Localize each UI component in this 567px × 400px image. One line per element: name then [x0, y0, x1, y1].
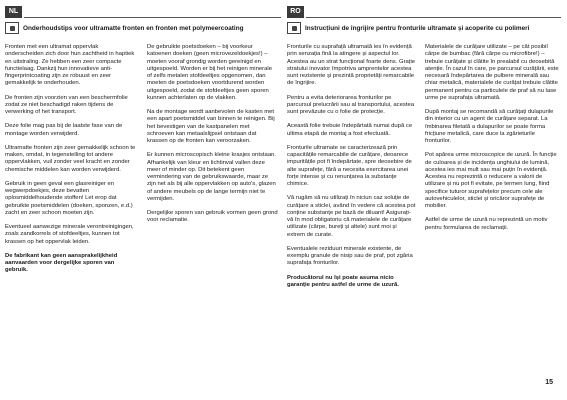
paragraph: Dergelijke sporen van gebruik vormen geen grond voor reclamatie. [147, 210, 278, 224]
section-header-ro [287, 20, 529, 36]
section-title-ro: Instrucțiuni de îngrijire pentru fronturile ultramate și acoperite cu polimeri [305, 24, 530, 32]
language-tag-nl: NL [5, 6, 22, 18]
paragraph: Fronturile ultramate se caracterizează prin capacitățile remarcabile de curățare, deoarece impuritățile pot fi îndepărtate, spre deosebire de alte suprafețe, fără a necesita exercitarea unei forțe intense și cu renunțarea la substanțe chimice. [287, 144, 412, 187]
paragraph: Gebruik in geen geval een glasreiniger en wegwerpdoekjes, deze bevatten oplosmiddelhoudende stoffen! Let erop dat gebruikte poetsmiddelen (doeken, sponzen, e.d.) zacht en zeer schoon moeten zijn. [5, 180, 133, 216]
cleaning-icon [5, 22, 19, 34]
paragraph: Eventualele reziduuri minerale existente, de exemplu granule de nisip sau de praf, pot zgâria suprafața fronturilor. [287, 245, 413, 267]
paragraph: Pentru a evita deteriorarea fronturilor pe parcursul prelucrării sau al transportului, acestea sunt prevăzute cu o folie de protecție. [287, 94, 415, 115]
paragraph: Na de montage wordt aanbevolen de kasten met een apart poetsmiddel van binnen te reinigen. Bij het bevestigen van de kastpanelen met schroeven kan metaalslijpsel ontstaan dat krassen op de fronten kan veroorzaken. [147, 109, 275, 144]
cleaning-icon [287, 22, 301, 34]
page-number: 15 [545, 379, 553, 386]
paragraph: De gebruikte poetsdoeken – bij voorkeur katoenen doeken (geen microvezeldoekjes!) – moeten vooraf grondig worden gereinigd en uitgespoeld. Worden er bij het reinigen minerale of zelfs metalen stofdeeltjes opgenomen, dan moeten de poetsdoeken voortdurend worden uitgespoeld, zodat de stofdeeltjes geen sporen kunnen achterlaten op de vlakken. [147, 44, 272, 101]
paragraph: După montaj se recomandă să curățați dulapurile din interior cu un agent de curățare separat. La îmbinarea filetată a dulapurilor se poate forma fricțiune metalică, care duce la zgârieturile fronturilor. [425, 109, 554, 144]
paragraph: Materialele de curățare utilizate – pe cât posibil cârpe de bumbac (fără cârpe cu microfibre!) – trebuie curățate și clătite în prealabil cu deosebită atenție. În cazul în care, pe parcursul curățării, este necesară îndepărtarea de pulbere minerală sau chiar metalică, materialele de curățat trebuie clătite permanent pentru ca particulele de praf să nu lase urme pe suprafața ultramată. [425, 44, 559, 101]
liability-note: Producătorul nu își poate asuma nicio garanție pentru astfel de urme de uzură. [287, 274, 399, 288]
paragraph: Ultramatte fronten zijn zeer gemakkelijk schoon te maken, omdat, in tegenstelling tot andere oppervlakken, vuil zonder veel kracht en zonder chemische middelen kan worden verwijderd. [5, 144, 136, 173]
liability-note: De fabrikant kan geen aansprakelijkheid aanvaarden voor dergelijke sporen van gebruik. [5, 252, 118, 274]
paragraph: Fronten met een ultramat oppervlak onderscheiden zich door hun zachtheid in haptiek en uitstraling. Ze hebben een zeer compacte functielaag. Dankzij hun innovatieve anti-fingerprintcoating zijn ze robuust en zeer gemakkelijk te onderhouden. [5, 44, 135, 87]
paragraph: Pot apărea urme microscopice de uzură. În funcție de culoarea și de incidența unghiului de lumină, acestea ies mai mult sau mai puțin în evidență. Acestea nu reprezintă o reducere a valorii de utilizare și nu pot fi evitate, pe termen lung, fiind specifice tuturor suprafețelor precum cele ale autovehiculelor, sticlei și oricăror suprafețe de mobilier. [425, 152, 557, 209]
header-rule-left [24, 17, 281, 18]
section-header-nl [5, 20, 244, 36]
paragraph: Vă rugăm să nu utilizați în niciun caz soluție de curățare a sticlei, având în vedere că acestea pot conține substanțe pe bază de diluant! Asigurați-vă în mod obligatoriu că materialele de curățare utilizate (cârpe, bureți și altele) sunt moi și extrem de curate. [287, 195, 416, 238]
section-title-nl: Onderhoudstips voor ultramatte fronten en fronten met polymeercoating [23, 24, 244, 32]
column-ro-1 [287, 44, 416, 296]
paragraph: Această folie trebuie îndepărtată numai după ce ultima etapă de montaj a fost efectuată. [287, 123, 413, 137]
column-ro-2 [425, 44, 559, 239]
header-rule-right [306, 17, 561, 18]
paragraph: Eventueel aanwezige minerale verontreinigingen, zoals zandkorrels of stofdeeltjes, kunnen tot krassen op het oppervlak leiden. [5, 224, 134, 245]
paragraph: Er kunnen microscopisch kleine krasjes ontstaan. Afhankelijk van kleur en lichtinval vallen deze meer of minder op. Dit betekent geen vermindering van de gebruikswaarde, maar ze zijn net als bij alle oppervlakken op auto's, glazen of andere meubels op de lange termijn niet te vermijden. [147, 152, 277, 202]
language-tag-ro: RO [287, 6, 304, 18]
paragraph: De fronten zijn voorzien van een beschermfolie zodat ze niet beschadigd raken tijdens de verwerking of het transport. [5, 94, 128, 115]
column-nl-2 [147, 44, 278, 232]
paragraph: Fronturile cu suprafață ultramată ies în evidență prin senzația fină la atingere și aspectul lor. Acestea au un strat funcțional foarte dens. Grație stratului inovator împotriva amprentelor acestea sunt rezistente și prezintă proprietăți remarcabile de îngrijire. [287, 44, 416, 87]
column-nl-1 [5, 44, 136, 282]
paragraph: Deze folie mag pas bij de laatste fase van de montage worden verwijderd. [5, 123, 123, 137]
paragraph: Astfel de urme de uzură nu reprezintă un motiv pentru formularea de reclamații. [425, 217, 548, 231]
